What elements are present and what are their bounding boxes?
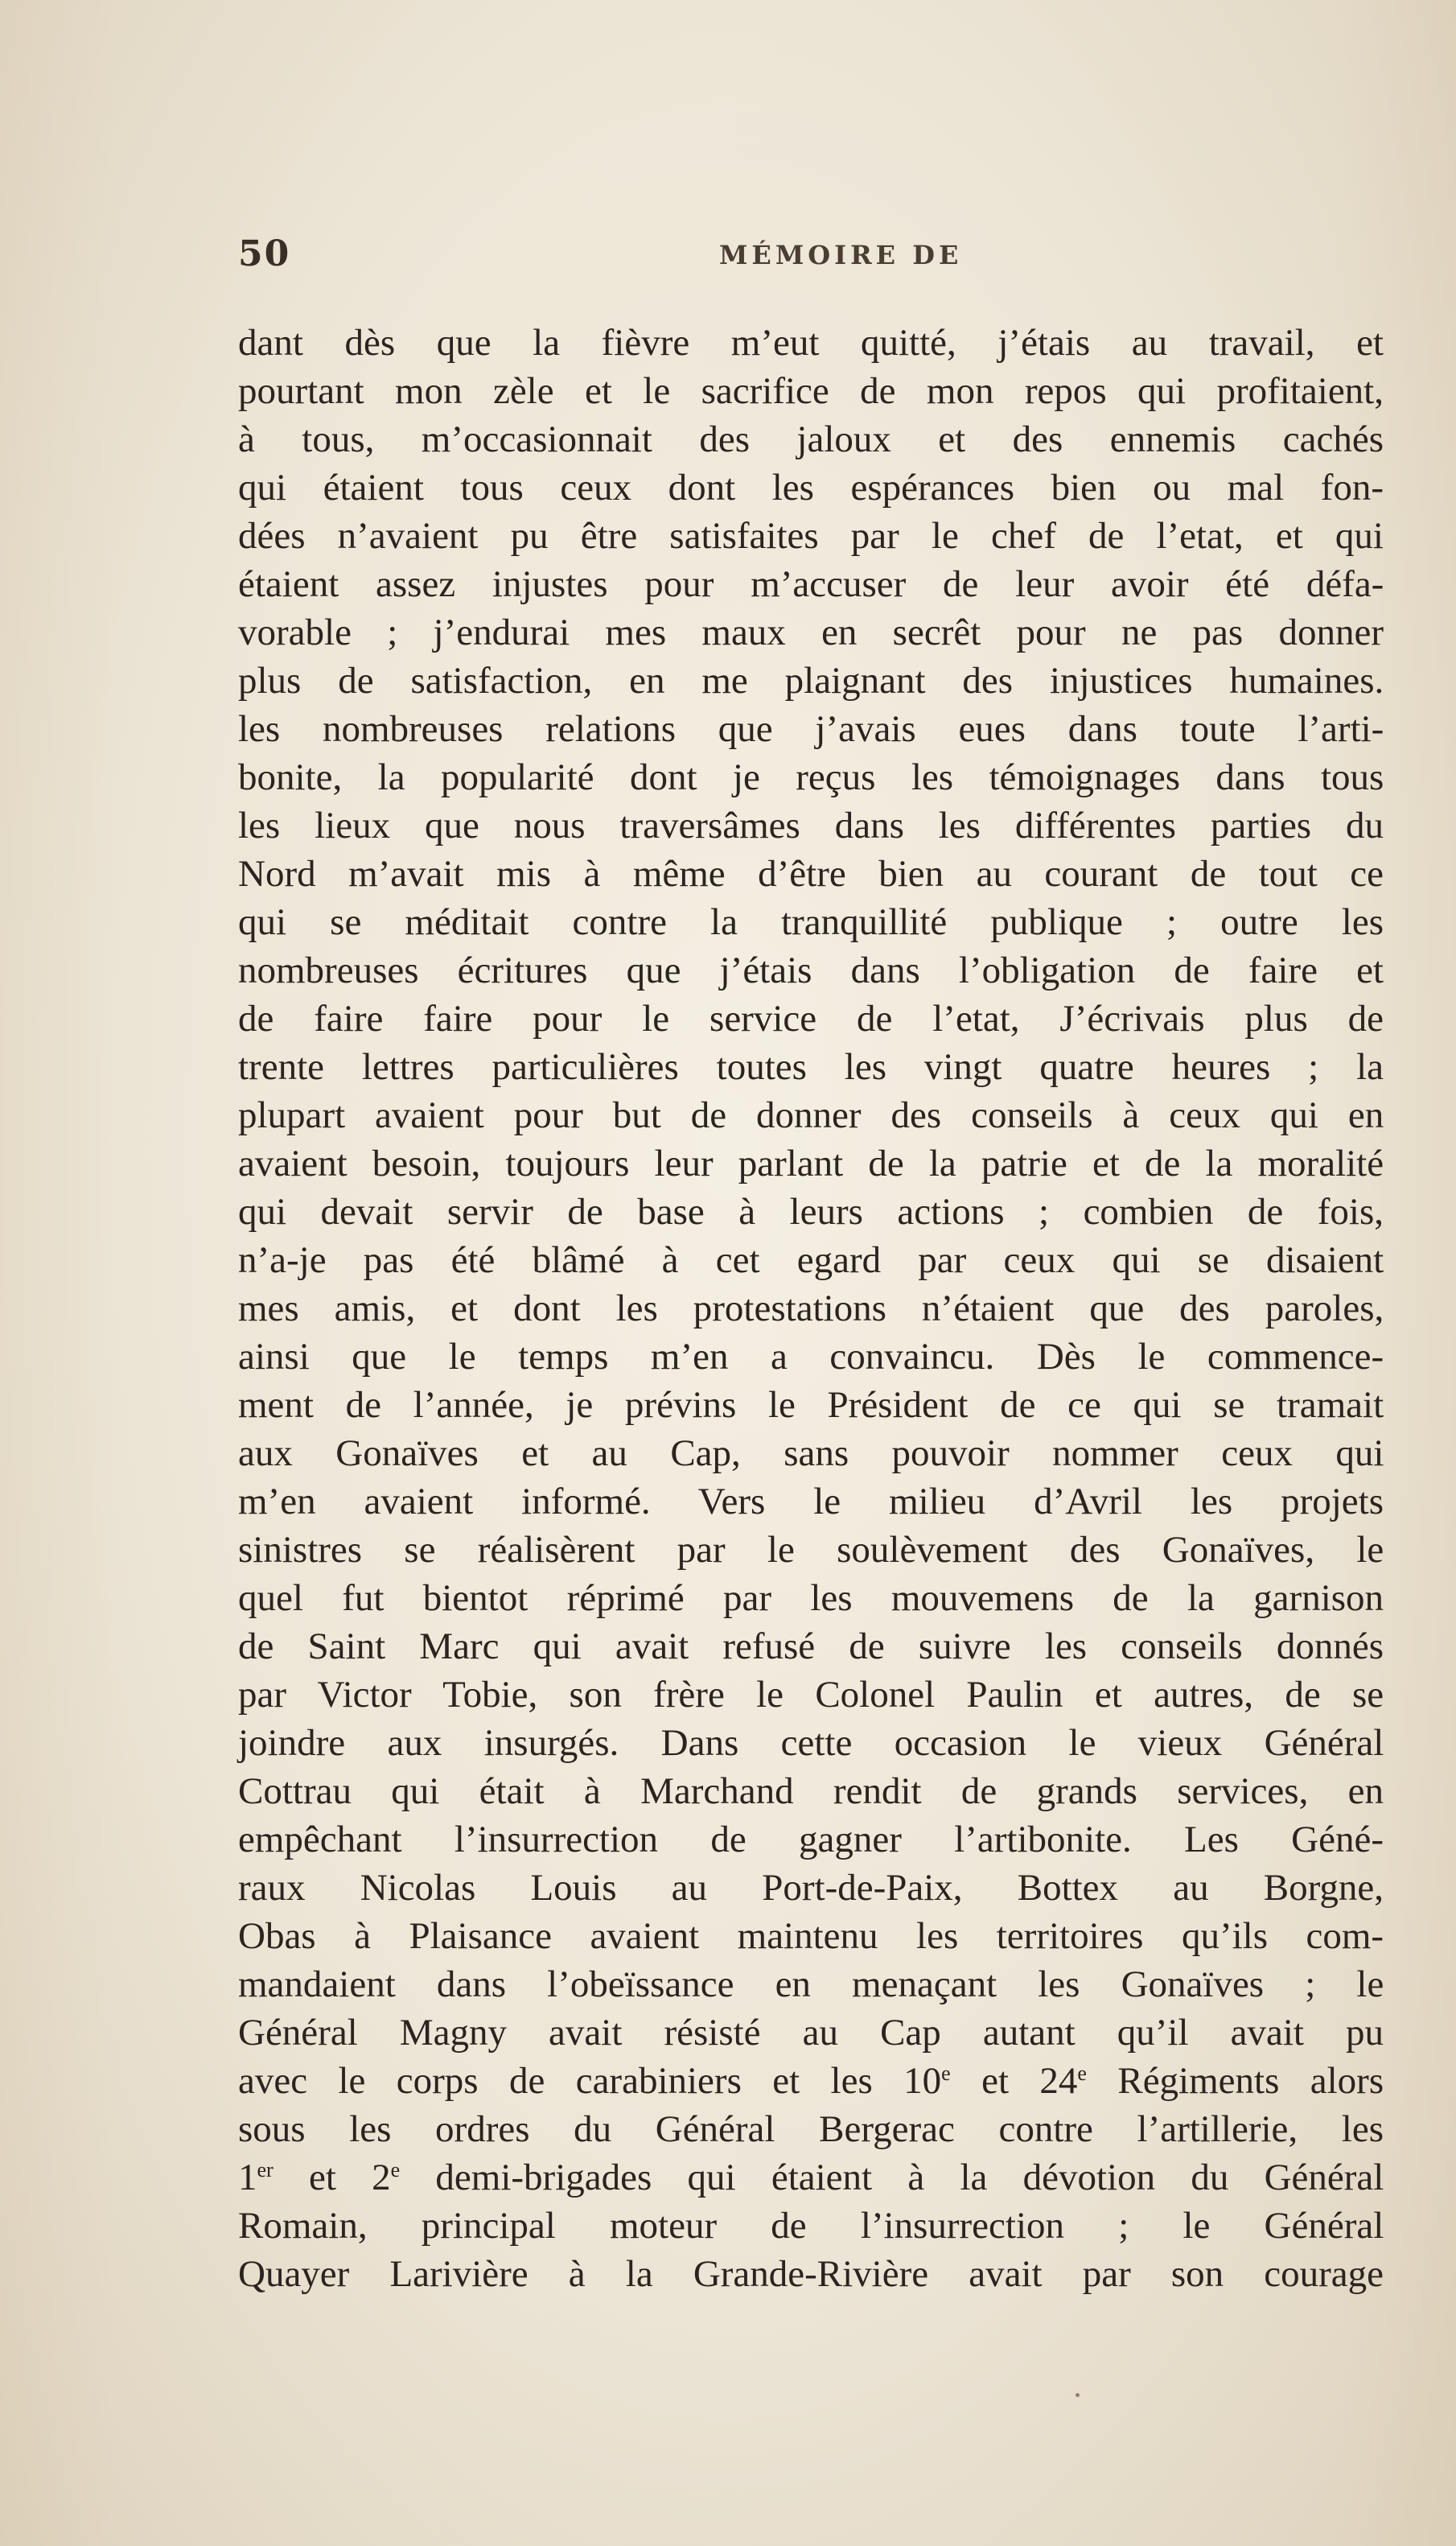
text-line: Romain, principal moteur de l’insurrection ; le Général — [238, 2205, 1384, 2247]
body-text — [238, 319, 1384, 2298]
text-line: aux Gonaïves et au Cap, sans pouvoir nommer ceux qui — [238, 1432, 1384, 1474]
text-line: Obas à Plaisance avaient maintenu les territoires qu’ils com- — [238, 1915, 1384, 1957]
text-line: Nord m’avait mis à même d’être bien au courant de tout ce — [238, 853, 1384, 895]
text-line-with-superscripts — [238, 2057, 1384, 2105]
text-line: de faire faire pour le service de l’etat, J’écrivais plus de — [238, 998, 1384, 1040]
text-line: étaient assez injustes pour m’accuser de leur avoir été défa- — [238, 563, 1384, 605]
text-line: qui étaient tous ceux dont les espérances bien ou mal fon- — [238, 467, 1384, 509]
text-line: Cottrau qui était à Marchand rendit de grands services, en — [238, 1770, 1384, 1812]
text-line: dant dès que la fièvre m’eut quitté, j’étais au travail, et — [238, 322, 1384, 364]
text-line: sous les ordres du Général Bergerac contre l’artillerie, les — [238, 2108, 1384, 2150]
text-fragment: et 24 — [950, 2060, 1078, 2102]
text-line: qui devait servir de base à leurs actions ; combien de fois, — [238, 1191, 1384, 1233]
text-line: par Victor Tobie, son frère le Colonel Paulin et autres, de se — [238, 1674, 1384, 1716]
text-line: empêchant l’insurrection de gagner l’artibonite. Les Géné- — [238, 1819, 1384, 1860]
text-line: trente lettres particulières toutes les vingt quatre heures ; la — [238, 1046, 1384, 1088]
text-line: les lieux que nous traversâmes dans les différentes parties du — [238, 805, 1384, 847]
text-line: bonite, la popularité dont je reçus les témoignages dans tous — [238, 756, 1384, 798]
text-line: à tous, m’occasionnait des jaloux et des ennemis cachés — [238, 418, 1384, 460]
text-fragment: 1 — [238, 2157, 257, 2198]
text-line: dées n’avaient pu être satisfaites par le chef de l’etat, et qui — [238, 515, 1384, 557]
text-line: Général Magny avait résisté au Cap autant qu’il avait pu — [238, 2012, 1384, 2054]
text-fragment: Régiments alors — [1086, 2060, 1384, 2102]
page-number: 50 — [238, 233, 291, 274]
text-line: quel fut bientot réprimé par les mouvemens de la garnison — [238, 1577, 1384, 1619]
text-line: vorable ; j’endurai mes maux en secrêt pour ne pas donner — [238, 612, 1384, 653]
text-line: avaient besoin, toujours leur parlant de la patrie et de la moralité — [238, 1143, 1384, 1184]
text-line-with-superscripts — [238, 2153, 1384, 2202]
text-line: mandaient dans l’obeïssance en menaçant les Gonaïves ; le — [238, 1963, 1384, 2005]
running-head: MÉMOIRE DE — [719, 240, 963, 270]
text-line: m’en avaient informé. Vers le milieu d’Avril les projets — [238, 1481, 1384, 1522]
text-line: ment de l’année, je prévins le Président de ce qui se tramait — [238, 1384, 1384, 1426]
text-line: les nombreuses relations que j’avais eues dans toute l’arti- — [238, 708, 1384, 750]
text-line: qui se méditait contre la tranquillité publique ; outre les — [238, 901, 1384, 943]
text-line: raux Nicolas Louis au Port-de-Paix, Bottex au Borgne, — [238, 1867, 1384, 1909]
text-fragment: avec le corps de carabiniers et les 10 — [238, 2060, 942, 2102]
text-line: ainsi que le temps m’en a convaincu. Dès le commence- — [238, 1336, 1384, 1378]
text-line: pourtant mon zèle et le sacrifice de mon repos qui profitaient, — [238, 370, 1384, 412]
text-line: mes amis, et dont les protestations n’étaient que des paroles, — [238, 1287, 1384, 1329]
superscript: er — [257, 2158, 274, 2181]
text-line: plupart avaient pour but de donner des conseils à ceux qui en — [238, 1094, 1384, 1136]
text-fragment: et 2 — [273, 2157, 391, 2198]
text-line: de Saint Marc qui avait refusé de suivre les conseils donnés — [238, 1625, 1384, 1667]
text-line: joindre aux insurgés. Dans cette occasion le vieux Général — [238, 1722, 1384, 1764]
page-header — [238, 233, 1380, 282]
text-line: plus de satisfaction, en me plaignant des injustices humaines. — [238, 660, 1384, 702]
text-line: Quayer Larivière à la Grande-Rivière avait par son courage — [238, 2253, 1384, 2295]
superscript: e — [1077, 2062, 1087, 2085]
text-fragment: demi-brigades qui étaient à la dévotion du Général — [400, 2157, 1384, 2198]
superscript: e — [941, 2062, 951, 2085]
superscript: e — [390, 2158, 401, 2181]
text-line: n’a-je pas été blâmé à cet egard par ceux qui se disaient — [238, 1239, 1384, 1281]
paper-speck — [1076, 2393, 1080, 2397]
text-line: nombreuses écritures que j’étais dans l’obligation de faire et — [238, 950, 1384, 991]
text-line: sinistres se réalisèrent par le soulèvement des Gonaïves, le — [238, 1529, 1384, 1571]
